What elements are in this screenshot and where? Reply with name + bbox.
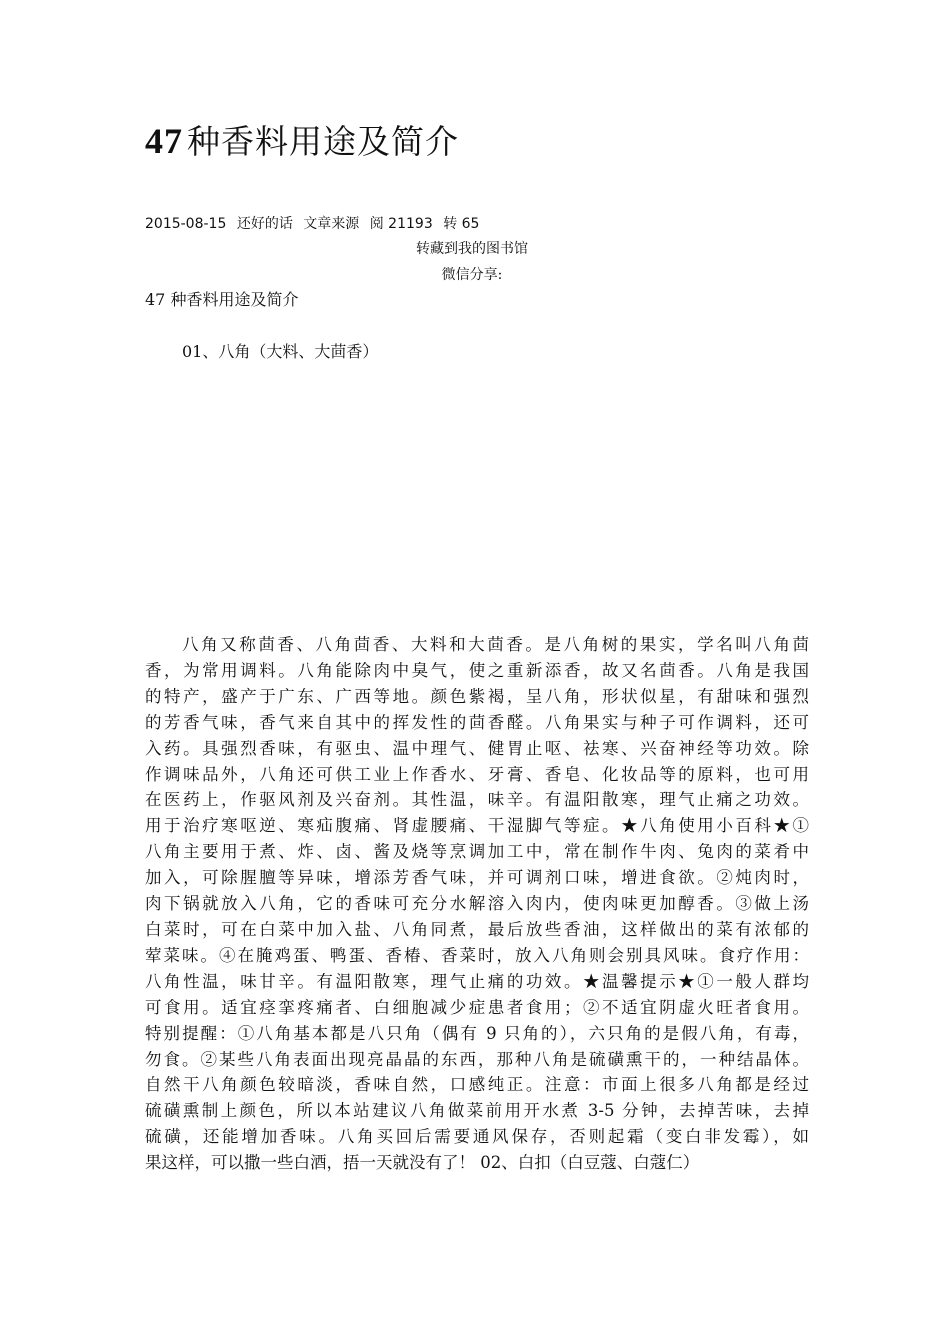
- article-body: [145, 632, 809, 1176]
- body-line: 肉下锅就放入八角，它的香味可充分水解溶入肉内，使肉味更加醇香。③做上汤: [145, 894, 809, 914]
- body-line: 勿食。②某些八角表面出现亮晶晶的东西，那种八角是硫磺熏干的，一种结晶体。: [145, 1049, 809, 1069]
- wechat-share-label[interactable]: 微信分享:: [441, 267, 503, 283]
- share-count: 转 65: [443, 216, 480, 232]
- read-count: 阅 21193: [369, 216, 433, 232]
- body-line: 八角性温，味甘辛。有温阳散寒，理气止痛的功效。★温馨提示★①一般人群均: [145, 971, 809, 991]
- title-number: 47: [145, 121, 183, 161]
- article-meta: [145, 213, 485, 233]
- title-text: 种香料用途及简介: [187, 122, 459, 161]
- body-line: 可食用。适宜痉挛疼痛者、白细胞减少症患者食用；②不适宜阴虚火旺者食用。: [145, 997, 809, 1017]
- publish-date: 2015-08-15: [145, 216, 227, 232]
- body-line: 用于治疗寒呕逆、寒疝腹痛、肾虚腰痛、干湿脚气等症。★八角使用小百科★①: [145, 816, 809, 836]
- body-line: 荤菜味。④在腌鸡蛋、鸭蛋、香椿、香菜时，放入八角则会别具风味。食疗作用：: [145, 945, 809, 965]
- body-line: 在医药上，作驱风剂及兴奋剂。其性温，味辛。有温阳散寒，理气止痛之功效。: [145, 790, 809, 810]
- body-line: 白菜时，可在白菜中加入盐、八角同煮，最后放些香油，这样做出的菜有浓郁的: [145, 919, 809, 939]
- body-line: 果这样，可以撒一些白酒，捂一天就没有了！ 02、白扣（白豆蔻、白蔻仁）: [145, 1153, 700, 1173]
- body-line: 八角主要用于煮、炸、卤、酱及烧等烹调加工中，常在制作牛肉、兔肉的菜肴中: [145, 842, 809, 862]
- body-line: 入药。具强烈香味，有驱虫、温中理气、健胃止呕、祛寒、兴奋神经等功效。除: [145, 738, 809, 758]
- body-line: 自然干八角颜色较暗淡，香味自然，口感纯正。注意：市面上很多八角都是经过: [145, 1075, 809, 1095]
- body-line: 的特产，盛产于广东、广西等地。颜色紫褐，呈八角，形状似星，有甜味和强烈: [145, 686, 809, 706]
- body-line: 的芳香气味，香气来自其中的挥发性的茴香醛。八角果实与种子可作调料，还可: [145, 712, 809, 732]
- body-line: 加入，可除腥膻等异味，增添芳香气味，并可调剂口味，增进食欲。②炖肉时，: [145, 868, 809, 888]
- page-title: [145, 116, 459, 163]
- author-link[interactable]: 还好的话: [236, 216, 293, 232]
- body-line: 硫磺熏制上颜色，所以本站建议八角做菜前用开水煮 3-5 分钟，去掉苦味，去掉: [145, 1101, 809, 1121]
- save-to-library-link[interactable]: 转藏到我的图书馆: [416, 241, 528, 257]
- body-line: 香，为常用调料。八角能除肉中臭气，使之重新添香，故又名茴香。八角是我国: [145, 660, 809, 680]
- body-line: 八角又称茴香、八角茴香、大料和大茴香。是八角树的果实，学名叫八角茴: [182, 635, 809, 654]
- body-line: 特别提醒：①八角基本都是八只角（偶有 9 只角的），六只角的是假八角，有毒，: [145, 1023, 809, 1043]
- article-subtitle: 47 种香料用途及简介: [145, 290, 299, 309]
- body-line: 作调味品外，八角还可供工业上作香水、牙膏、香皂、化妆品等的原料，也可用: [145, 764, 809, 784]
- image-area: [145, 375, 810, 615]
- section-heading: 01、八角（大料、大茴香）: [182, 342, 379, 361]
- source-link[interactable]: 文章来源: [303, 216, 360, 232]
- body-line: 硫磺，还能增加香味。八角买回后需要通风保存，否则起霜（变白非发霉），如: [145, 1127, 809, 1147]
